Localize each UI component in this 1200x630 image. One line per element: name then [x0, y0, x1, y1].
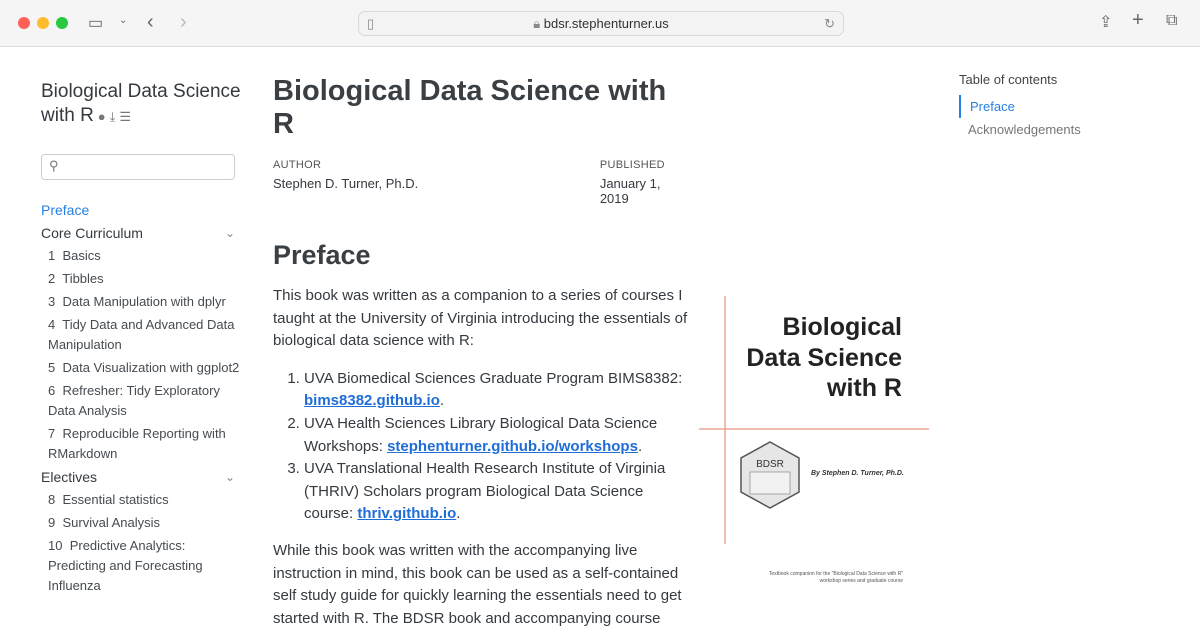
- sidebar-section-label: Core Curriculum: [41, 225, 143, 241]
- close-window-button[interactable]: [18, 17, 30, 29]
- share-icon[interactable]: ⇪: [1099, 14, 1113, 31]
- sidebar-item[interactable]: [41, 513, 241, 533]
- chapter-number: 5: [48, 360, 56, 375]
- sidebar-item-label: Essential statistics: [62, 492, 169, 507]
- cover-footer: Textbook companion for the "Biological Data Science with R": [768, 571, 903, 577]
- sidebar-item[interactable]: [41, 292, 241, 312]
- download-icon[interactable]: ⤓: [109, 109, 116, 124]
- sidebar-item[interactable]: [41, 358, 241, 378]
- sidebar-section[interactable]: [41, 467, 241, 487]
- sidebar-item-label: Tibbles: [62, 271, 104, 286]
- course-link[interactable]: bims8382.github.io: [304, 392, 440, 410]
- chapter-number: 2: [48, 271, 56, 286]
- new-tab-icon[interactable]: +: [1132, 9, 1144, 31]
- toc-title: Table of contents: [959, 72, 1058, 87]
- title-meta: [273, 159, 693, 206]
- list-item: 2. UVA Health Sciences Library Biological Data Science Workshops: stephenturner.github.io/workshops.: [304, 413, 693, 458]
- sidebar-section-label: Electives: [41, 469, 98, 485]
- chapter-number: 4: [48, 317, 56, 332]
- sidebar-item[interactable]: [41, 246, 241, 266]
- reload-icon[interactable]: ↻: [824, 16, 835, 31]
- chapter-number: 10: [48, 538, 63, 553]
- chapter-number: 8: [48, 492, 56, 507]
- author-label: AUTHOR: [273, 159, 322, 171]
- sidebar-item-label: Refresher: Tidy Exploratory Data Analysis: [48, 383, 220, 418]
- sidebar-item[interactable]: [41, 536, 241, 596]
- tabs-overview-icon[interactable]: ⧉: [1166, 12, 1178, 29]
- sidebar-item-label: Data Manipulation with dplyr: [62, 294, 226, 309]
- cover-byline: By Stephen D. Turner, Ph.D.: [811, 470, 904, 477]
- maximize-window-button[interactable]: [56, 17, 68, 29]
- sidebar-section[interactable]: [41, 223, 241, 243]
- sidebar-item[interactable]: [41, 490, 241, 510]
- sidebar-item-label: Survival Analysis: [62, 515, 161, 530]
- sidebar-item-label: Reproducible Reporting with RMarkdown: [48, 426, 226, 461]
- chapter-number: 1: [48, 248, 56, 263]
- course-link[interactable]: thriv.github.io: [357, 505, 457, 523]
- chapter-number: 7: [48, 426, 56, 441]
- published-value: January 1, 2019: [599, 176, 661, 206]
- forward-icon[interactable]: ›: [180, 11, 187, 33]
- published-label: PUBLISHED: [599, 159, 665, 171]
- search-icon: ⚲: [49, 158, 59, 173]
- table-of-contents: [959, 72, 1081, 141]
- back-icon[interactable]: ‹: [147, 11, 154, 33]
- body-paragraph: While this book was written with the accompanying live instruction in mind, this book can be used as a self-contained self study guide for quickly learning the essentials need to get started with R. The BDSR book and accompanying course: [273, 541, 682, 627]
- cover-title: Data Science: [746, 344, 902, 372]
- page-title: Biological Data Science with R: [273, 75, 667, 140]
- sidebar-item-label: Basics: [62, 248, 101, 263]
- logo-text: BDSR: [756, 459, 784, 470]
- chapter-number: 9: [48, 515, 56, 530]
- cover-title: with R: [827, 374, 902, 402]
- minimize-window-button[interactable]: [37, 17, 49, 29]
- sidebar-item-label: Preface: [41, 202, 90, 218]
- url-text: bdsr.stephenturner.us: [543, 16, 669, 31]
- course-list: [304, 368, 693, 526]
- address-bar[interactable]: [358, 11, 844, 36]
- sidebar-item-preface[interactable]: [41, 200, 241, 220]
- course-link[interactable]: stephenturner.github.io/workshops: [387, 437, 638, 455]
- sidebar-item[interactable]: [41, 315, 241, 355]
- sidebar-nav: [41, 200, 241, 599]
- sidebar-item-label: Data Visualization with ggplot2: [62, 360, 240, 375]
- chevron-down-icon[interactable]: ⌄: [224, 470, 235, 484]
- search-input[interactable]: [41, 154, 235, 180]
- toc-item-acknowledgements[interactable]: Acknowledgements: [968, 122, 1081, 137]
- sidebar-header: [41, 80, 241, 129]
- sidebar-item[interactable]: [41, 424, 241, 464]
- chevron-down-icon[interactable]: ⌄: [224, 226, 235, 240]
- share-icon[interactable]: ☰: [119, 109, 132, 124]
- chapter-number: 6: [48, 383, 56, 398]
- sidebar-toggle-icon[interactable]: ▭: [88, 15, 104, 32]
- list-item: 1. UVA Biomedical Sciences Graduate Program BIMS8382: bims8382.github.io.: [304, 368, 693, 413]
- chapter-number: 3: [48, 294, 56, 309]
- sidebar-title[interactable]: Biological Data Science with R: [41, 81, 241, 126]
- lock-icon: 🔒︎: [533, 16, 544, 31]
- list-item: 3. UVA Translational Health Research Institute of Virginia (THRIV) Scholars program Biological Data Science course: thriv.github.io.: [304, 458, 693, 526]
- reader-icon[interactable]: ▯: [367, 16, 375, 31]
- sidebar-item[interactable]: [41, 381, 241, 421]
- book-cover-image: [697, 296, 932, 596]
- section-heading: Preface: [273, 240, 371, 270]
- sidebar-item-label: Predictive Analytics: Predicting and Forecasting Influenza: [48, 538, 203, 593]
- toc-item-preface[interactable]: Preface: [959, 95, 1081, 118]
- cover-title: Biological: [782, 313, 902, 341]
- main-content: [273, 75, 693, 630]
- sidebar-item[interactable]: [41, 269, 241, 289]
- cover-footer: workshop series and graduate course: [819, 578, 903, 584]
- author-value: Stephen D. Turner, Ph.D.: [273, 176, 419, 191]
- github-icon[interactable]: ●: [97, 109, 106, 124]
- intro-paragraph: This book was written as a companion to a series of courses I taught at the University of Virginia introducing the essentials of biological data science with R:: [273, 287, 688, 350]
- browser-toolbar: [0, 0, 1200, 47]
- sidebar-item-label: Tidy Data and Advanced Data Manipulation: [48, 317, 235, 352]
- chevron-down-icon[interactable]: ⌄: [119, 15, 128, 26]
